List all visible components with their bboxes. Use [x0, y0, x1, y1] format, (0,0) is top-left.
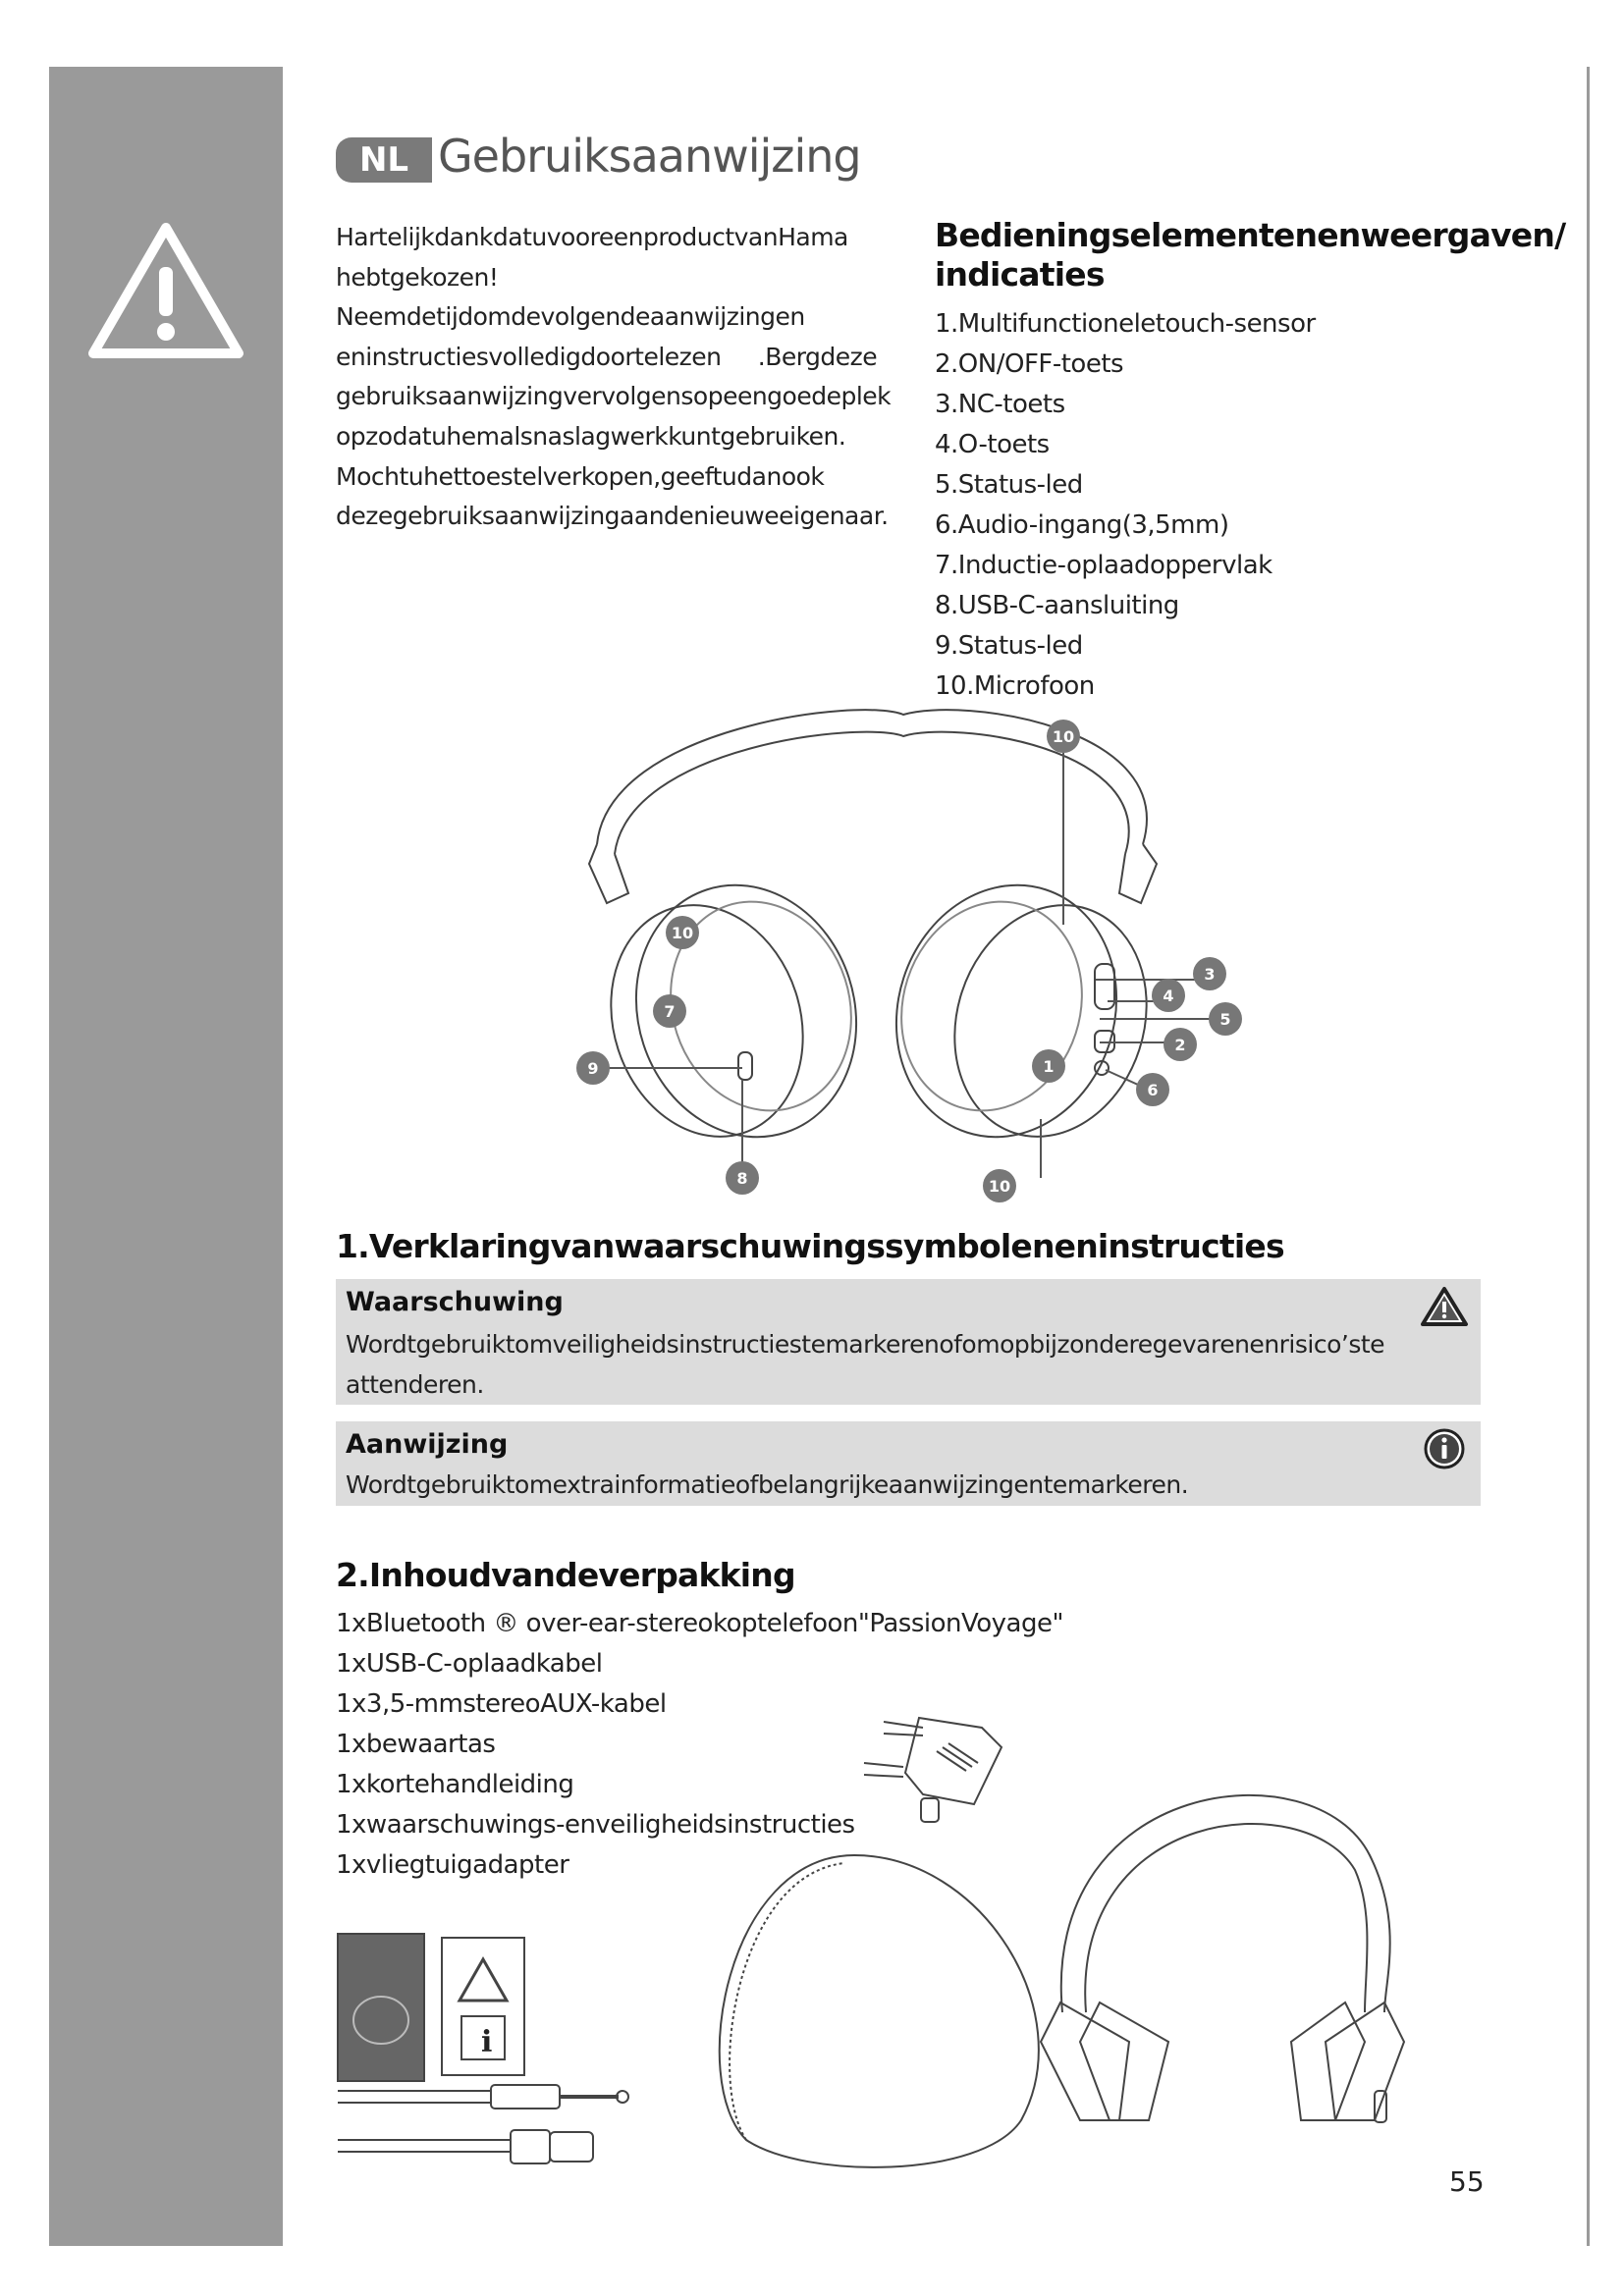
section-1-heading: 1.Verklaringvanwaarschuwingssymboleneninstructies: [336, 1227, 1284, 1265]
list-item: 1xBluetooth ® over-ear-stereokoptelefoon"PassionVoyage": [336, 1609, 1063, 1638]
callout-2: [1164, 1028, 1197, 1061]
callout-label: 2: [1174, 1036, 1186, 1054]
callout-label: 3: [1204, 965, 1216, 984]
callout-1: [1032, 1049, 1065, 1083]
intro-line: dezegebruiksaanwijzingaandenieuweeigenaar.: [336, 502, 889, 531]
callout-label: 4: [1163, 987, 1174, 1005]
quick-guide-drawing: [338, 1934, 524, 2081]
list-item: 1xkortehandleiding: [336, 1770, 574, 1799]
intro-line: gebruiksaanwijzingvervolgensopeengoedeplek: [336, 382, 892, 411]
warning-triangle-icon: [1420, 1285, 1469, 1328]
callout-10-bottom: [983, 1169, 1016, 1202]
list-item: 9.Status-led: [935, 631, 1083, 661]
warning-box: [336, 1279, 1481, 1405]
callout-8: [726, 1161, 759, 1195]
controls-heading: Bedieningselementenenweergaven/ indicaties: [935, 216, 1566, 294]
left-sidebar-band: [49, 67, 283, 2246]
intro-line: HartelijkdankdatuvooreenproductvanHama: [336, 223, 848, 251]
callout-6: [1136, 1073, 1169, 1106]
callout-label: 8: [736, 1169, 748, 1188]
list-item: 1xvliegtuigadapter: [336, 1850, 569, 1880]
intro-line: hebtgekozen!: [336, 262, 499, 292]
note-box: [336, 1421, 1481, 1506]
list-item: 5.Status-led: [935, 470, 1083, 500]
list-item: 7.Inductie-oplaadoppervlak: [935, 551, 1272, 580]
list-item: 1xUSB-C-oplaadkabel: [336, 1649, 603, 1679]
callout-label: 1: [1043, 1057, 1055, 1076]
callout-10-top: [1047, 720, 1080, 753]
intro-line: Neemdetijdomdevolgendeaanwijzingen: [336, 302, 805, 332]
warning-triangle-icon: [87, 222, 244, 361]
info-circle-icon: [1420, 1427, 1469, 1470]
callout-label: 6: [1147, 1081, 1159, 1099]
headphone-controls-diagram: [550, 707, 1257, 1217]
language-badge: NL: [336, 137, 432, 183]
page-title: Gebruiksaanwijzing: [438, 130, 861, 183]
section-2-heading: 2.Inhoudvandeverpakking: [336, 1556, 795, 1594]
right-margin-rule: [1587, 67, 1590, 2246]
flight-adapter-drawing: [864, 1718, 1001, 1822]
callout-label: 10: [1052, 727, 1075, 746]
list-item: 6.Audio-ingang(3,5mm): [935, 510, 1229, 540]
list-item: 1xbewaartas: [336, 1730, 496, 1759]
page-number: 55: [1449, 2165, 1485, 2198]
callout-4: [1152, 979, 1185, 1012]
callout-label: 7: [664, 1002, 676, 1021]
callout-label: 9: [587, 1059, 599, 1078]
warning-text: Wordtgebruiktomveiligheidsinstructiestemarkerenofomopbijzonderegevarenenrisico’ste attenderen.: [346, 1330, 1385, 1399]
list-item: 10.Microfoon: [935, 671, 1095, 701]
callout-label: 10: [988, 1177, 1011, 1196]
list-item: 4.O-toets: [935, 430, 1050, 459]
callout-10-left: [666, 916, 699, 949]
list-item: 8.USB-C-aansluiting: [935, 591, 1179, 620]
callout-3: [1193, 957, 1226, 990]
warning-title: Waarschuwing: [346, 1287, 564, 1317]
controls-list: [935, 304, 1316, 707]
list-item: 1xwaarschuwings-enveiligheidsinstructies: [336, 1810, 855, 1840]
callout-label: 5: [1219, 1010, 1231, 1029]
intro-line: opzodatuhemalsnaslagwerkkuntgebruiken.: [336, 421, 846, 451]
intro-line: eninstructiesvolledigdoortelezen .Bergdeze: [336, 342, 878, 371]
note-title: Aanwijzing: [346, 1429, 509, 1460]
callout-7: [653, 994, 686, 1028]
headphones-drawing: [1041, 1795, 1404, 2122]
storage-case-drawing: [720, 1855, 1039, 2167]
callout-9: [576, 1051, 610, 1085]
aux-cable-drawing: [338, 2085, 628, 2109]
info-i-glyph: i: [481, 2025, 493, 2059]
list-item: 2.ON/OFF-toets: [935, 349, 1124, 379]
callout-5: [1209, 1002, 1242, 1036]
intro-paragraph: [336, 218, 892, 537]
package-contents-illustration: [334, 1688, 1492, 2179]
usb-c-cable-drawing: [338, 2130, 593, 2163]
intro-line: Mochtuhettoestelverkopen,geeftudanook: [336, 461, 825, 491]
list-item: 1.Multifunctioneletouch-sensor: [935, 309, 1316, 339]
list-item: 3.NC-toets: [935, 390, 1065, 419]
callout-label: 10: [671, 924, 694, 942]
list-item: 1x3,5-mmstereoAUX-kabel: [336, 1689, 667, 1719]
note-text: Wordtgebruiktomextrainformatieofbelangrijkeaanwijzingentemarkeren.: [346, 1470, 1189, 1499]
